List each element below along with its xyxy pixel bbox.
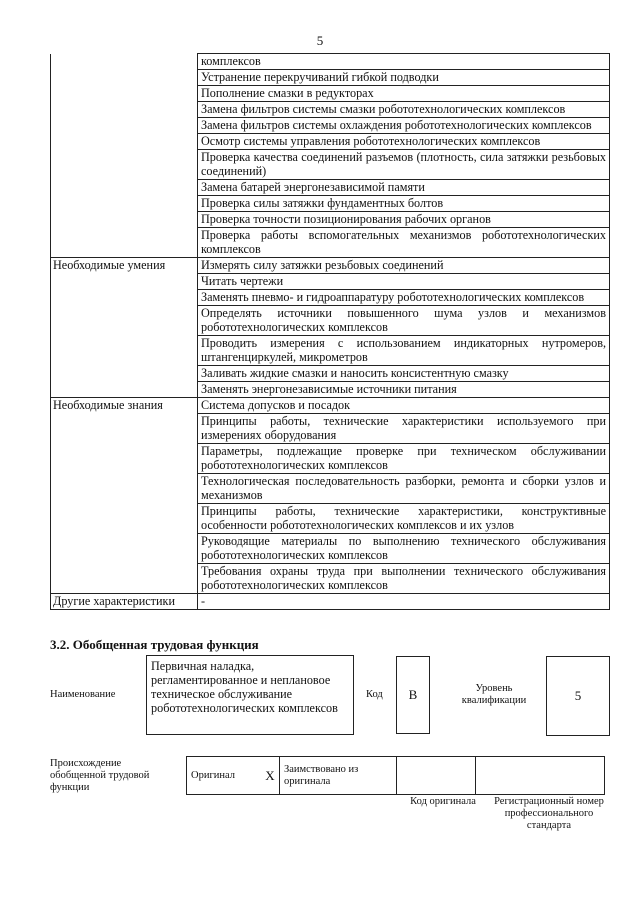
original-cell: Оригинал bbox=[187, 757, 262, 795]
qualification-level-box: 5 bbox=[546, 656, 610, 736]
row-item: Пополнение смазки в редукторах bbox=[198, 86, 610, 102]
row-label bbox=[51, 212, 198, 228]
table-row bbox=[51, 306, 610, 336]
name-label: Наименование bbox=[50, 689, 116, 700]
table-row bbox=[51, 594, 610, 610]
row-item: Руководящие материалы по выполнению технического обслуживания робототехнологических комплексов bbox=[198, 534, 610, 564]
code-original-caption: Код оригинала bbox=[410, 796, 476, 807]
code-label: Код bbox=[366, 689, 383, 700]
row-item: Проверка качества соединений разъемов (плотность, сила затяжки резьбовых соединений) bbox=[198, 150, 610, 180]
table-row bbox=[51, 118, 610, 134]
row-label bbox=[51, 54, 198, 70]
row-item: Заменять энергонезависимые источники питания bbox=[198, 382, 610, 398]
table-row bbox=[51, 70, 610, 86]
table-row bbox=[51, 228, 610, 258]
row-label bbox=[51, 118, 198, 134]
row-label bbox=[51, 274, 198, 290]
row-label bbox=[51, 196, 198, 212]
qualification-level-label: Уровень квалификации bbox=[461, 683, 527, 706]
row-item: Читать чертежи bbox=[198, 274, 610, 290]
borrowed-cell: Заимствовано из оригинала bbox=[280, 757, 397, 795]
row-label: Необходимые умения bbox=[51, 258, 198, 274]
function-name-box: Первичная наладка, регламентированное и неплановое техническое обслуживание робототехнологических комплексов bbox=[146, 655, 354, 735]
row-label bbox=[51, 228, 198, 258]
table-row bbox=[51, 474, 610, 504]
row-label bbox=[51, 180, 198, 196]
row-item: Проверка силы затяжки фундаментных болтов bbox=[198, 196, 610, 212]
row-label bbox=[51, 86, 198, 102]
row-label: Необходимые знания bbox=[51, 398, 198, 414]
row-item: Проверка точности позиционирования рабочих органов bbox=[198, 212, 610, 228]
row-label bbox=[51, 306, 198, 336]
row-item: - bbox=[198, 594, 610, 610]
row-item: Принципы работы, технические характеристики используемого при измерениях оборудования bbox=[198, 414, 610, 444]
table-row bbox=[51, 534, 610, 564]
table-row bbox=[51, 180, 610, 196]
table-row bbox=[51, 504, 610, 534]
table-row bbox=[51, 134, 610, 150]
row-label bbox=[51, 474, 198, 504]
row-label bbox=[51, 504, 198, 534]
table-row bbox=[51, 212, 610, 228]
row-label bbox=[51, 290, 198, 306]
table-row bbox=[51, 274, 610, 290]
row-item: Требования охраны труда при выполнении технического обслуживания робототехнологических комплексов bbox=[198, 564, 610, 594]
reg-number-cell bbox=[476, 757, 605, 795]
table-row bbox=[51, 102, 610, 118]
row-label bbox=[51, 564, 198, 594]
row-item: Система допусков и посадок bbox=[198, 398, 610, 414]
row-label bbox=[51, 336, 198, 366]
row-label bbox=[51, 102, 198, 118]
table-row bbox=[51, 382, 610, 398]
section-title: 3.2. Обобщенная трудовая функция bbox=[50, 637, 259, 652]
row-label bbox=[51, 444, 198, 474]
row-item: комплексов bbox=[198, 54, 610, 70]
reg-number-caption: Регистрационный номер профессионального стандарта bbox=[494, 796, 604, 831]
row-label: Другие характеристики bbox=[51, 594, 198, 610]
table-row bbox=[51, 86, 610, 102]
row-label bbox=[51, 382, 198, 398]
table-row bbox=[51, 150, 610, 180]
code-original-cell bbox=[397, 757, 476, 795]
row-item: Параметры, подлежащие проверке при техническом обслуживании робототехнологических комплексов bbox=[198, 444, 610, 474]
original-mark: X bbox=[261, 757, 280, 795]
table-row bbox=[51, 54, 610, 70]
table-row bbox=[51, 290, 610, 306]
row-item: Заменять пневмо- и гидроаппаратуру робототехнологических комплексов bbox=[198, 290, 610, 306]
row-item: Проводить измерения с использованием индикаторных нутромеров, штангенциркулей, микрометров bbox=[198, 336, 610, 366]
skills-table bbox=[50, 53, 610, 610]
code-value-box: B bbox=[396, 656, 430, 734]
row-item: Замена батарей энергонезависимой памяти bbox=[198, 180, 610, 196]
table-row bbox=[51, 414, 610, 444]
table-row bbox=[51, 196, 610, 212]
table-row bbox=[51, 336, 610, 366]
table-row bbox=[51, 398, 610, 414]
row-label bbox=[51, 70, 198, 86]
row-item: Осмотр системы управления робототехнологических комплексов bbox=[198, 134, 610, 150]
row-item: Определять источники повышенного шума узлов и механизмов робототехнологических комплексов bbox=[198, 306, 610, 336]
row-label bbox=[51, 134, 198, 150]
row-item: Замена фильтров системы охлаждения робототехнологических комплексов bbox=[198, 118, 610, 134]
origin-label: Происхождение обобщенной трудовой функции bbox=[50, 758, 150, 793]
row-item: Принципы работы, технические характеристики, конструктивные особенности робототехнологических комплексов и их узлов bbox=[198, 504, 610, 534]
row-label bbox=[51, 534, 198, 564]
table-row bbox=[51, 366, 610, 382]
row-item: Замена фильтров системы смазки робототехнологических комплексов bbox=[198, 102, 610, 118]
row-item: Измерять силу затяжки резьбовых соединений bbox=[198, 258, 610, 274]
row-item: Проверка работы вспомогательных механизмов робототехнологических комплексов bbox=[198, 228, 610, 258]
page-number: 5 bbox=[316, 33, 324, 48]
row-label bbox=[51, 366, 198, 382]
table-row bbox=[51, 258, 610, 274]
row-item: Устранение перекручиваний гибкой подводки bbox=[198, 70, 610, 86]
origin-table bbox=[186, 756, 605, 795]
row-item: Заливать жидкие смазки и наносить консистентную смазку bbox=[198, 366, 610, 382]
table-row bbox=[51, 444, 610, 474]
table-row bbox=[51, 564, 610, 594]
row-item: Технологическая последовательность разборки, ремонта и сборки узлов и механизмов bbox=[198, 474, 610, 504]
row-label bbox=[51, 150, 198, 180]
row-label bbox=[51, 414, 198, 444]
